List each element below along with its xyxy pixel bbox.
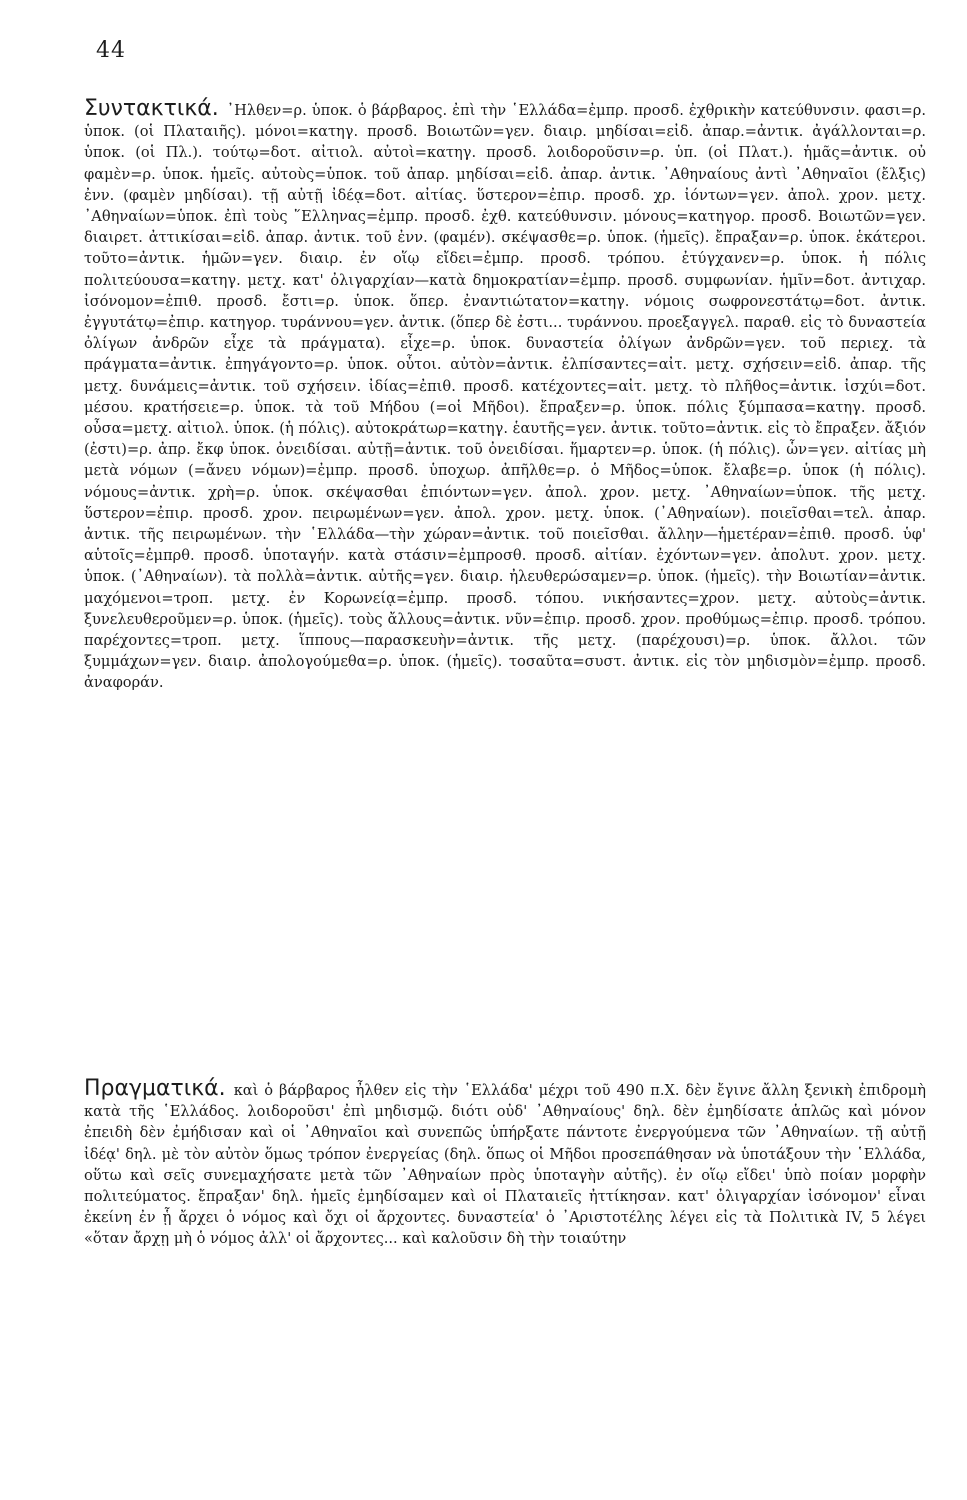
section-heading-pragmatika: Πραγματικά.	[84, 1076, 226, 1101]
section-pragmatika	[84, 1078, 926, 1250]
page-number: 44	[96, 38, 126, 63]
syntaktika-paragraph	[84, 98, 926, 694]
pragmatika-paragraph	[84, 1078, 926, 1250]
section-heading-syntaktika: Συντακτικά.	[84, 96, 219, 121]
section-syntaktika	[84, 98, 926, 694]
pragmatika-text: καὶ ὁ βάρβαρος ἦλθεν εἰς τὴν ῾Ελλάδα' μέχρι τοῦ 490 π.Χ. δὲν ἔγινε ἄλλη ξενικὴ ἐπιδρομὴ κατὰ τῆς ῾Ελλάδος. λοιδοροῦσι' ἐπὶ μηδισμῷ. διότι οὐδ' ᾿Αθηναίους' δηλ. δὲν ἐμηδίσατε ἁπλῶς καὶ μόνον ἐπειδὴ δὲν ἐμήδισαν καὶ οἱ ᾿Αθηναῖοι καὶ συνεπῶς ὑπήρξατε πάντοτε ἐνεργούμενα τῶν ᾿Αθηναίων. τῇ αὐτῇ ἰδέᾳ' δηλ. μὲ τὸν αὐτὸν ὅμως τρόπον ἐνεργείας (δηλ. ὅπως οἱ Μῆδοι προσεπάθησαν νὰ ὑποτάξουν τὴν ῾Ελλάδα, οὕτω καὶ σεῖς συνεμαχήσατε μετὰ τῶν ᾿Αθηναίων πρὸς ὑποταγὴν αὐτῆς). ἐν οἵῳ εἴδει' ὑπὸ ποίαν μορφὴν πολιτεύματος. ἔπραξαν' δηλ. ἡμεῖς ἐμηδίσαμεν καὶ οἱ Πλαταιεῖς ἠττίκησαν. κατ' ὀλιγαρχίαν ἰσόνομον' εἶναι ἐκείνη ἐν ᾗ ἄρχει ὁ νόμος καὶ ὄχι οἱ ἄρχοντες. δυναστεία' ὁ ᾿Αριστοτέλης λέγει εἰς τὰ Πολιτικὰ IV, 5 λέγει «ὅταν ἄρχῃ μὴ ὁ νόμος ἀλλ' οἱ ἄρχοντες... καὶ καλοῦσιν δὴ τὴν τοιαύτην	[84, 1082, 926, 1248]
syntaktika-text: ᾿Ηλθεν=ρ. ὑποκ. ὁ βάρβαρος. ἐπὶ τὴν ῾Ελλάδα=ἐμπρ. προσδ. ἐχθρικὴν κατεύθυνσιν. φασι=ρ. ὑποκ. (οἱ Πλαταιῆς). μόνοι=κατηγ. προσδ. Βοιωτῶν=γεν. διαιρ. μηδίσαι=εἰδ. ἀπαρ.=ἀντικ. ἀγάλλονται=ρ. ὑποκ. (οἱ Πλ.). τούτῳ=δοτ. αἰτιολ. αὐτοὶ=κατηγ. προσδ. λοιδοροῦσιν=ρ. ὑπ. (οἱ Πλατ.). ἡμᾶς=ἀντικ. οὐ φαμὲν=ρ. ὑποκ. ἡμεῖς. αὐτοὺς=ὑποκ. τοῦ ἀπαρ. μηδίσαι=εἰδ. ἀπαρ. ἀντικ. ᾿Αθηναίους ἀντὶ ᾿Αθηναῖοι (ἔλξις) ἐνν. (φαμὲν μηδίσαι). τῇ αὐτῇ ἰδέᾳ=δοτ. αἰτίας. ὕστερον=ἐπιρ. προσδ. χρ. ἰόντων=γεν. ἀπολ. χρον. μετχ. ᾿Αθηναίων=ὑποκ. ἐπὶ τοὺς ῞Ελληνας=ἐμπρ. προσδ. ἐχθ. κατεύθυνσιν. μόνους=κατηγορ. προσδ. Βοιωτῶν=γεν. διαιρετ. ἀττικίσαι=εἰδ. ἀπαρ. ἀντικ. τοῦ ἐνν. (φαμέν). σκέψασθε=ρ. ὑποκ. (ἡμεῖς). ἔπραξαν=ρ. ὑποκ. ἑκάτεροι. τοῦτο=ἀντικ. ἡμῶν=γεν. διαιρ. ἐν οἵῳ εἴδει=ἐμπρ. προσδ. τρόπου. ἐτύγχανεν=ρ. ὑποκ. ἡ πόλις πολιτεύουσα=κατηγ. μετχ. κατ' ὀλιγαρχίαν—κατὰ δημοκρατίαν=ἐμπρ. προσδ. συμφωνίαν. ἡμῖν=δοτ. ἀντιχαρ. ἰσόνομον=ἐπιθ. προσδ. ἔστι=ρ. ὑποκ. ὅπερ. ἐναντιώτατον=κατηγ. νόμοις σωφρονεστάτῳ=δοτ. ἀντικ. ἐγγυτάτῳ=ἐπιρ. κατηγορ. τυράννου=γεν. ἀντικ. (ὅπερ δὲ ἐστι... τυράννου. προεξαγγελ. παραθ. εἰς τὸ δυναστεία ὀλίγων ἀνδρῶν εἶχε τὰ πράγματα). εἶχε=ρ. ὑποκ. δυναστεία ὀλίγων ἀνδρῶν=γεν. τοῦ περιεχ. τὰ πράγματα=ἀντικ. ἐπηγάγοντο=ρ. ὑποκ. οὗτοι. αὐτὸν=ἀντικ. ἐλπίσαντες=αἰτ. μετχ. σχήσειν=εἰδ. ἀπαρ. τῆς μετχ. δυνάμεις=ἀντικ. τοῦ σχήσειν. ἰδίας=ἐπιθ. προσδ. κατέχοντες=αἰτ. μετχ. τὸ πλῆθος=ἀντικ. ἰσχύι=δοτ. μέσου. κρατήσειε=ρ. ὑποκ. τὰ τοῦ Μήδου (=οἱ Μῆδοι). ἔπραξεν=ρ. ὑποκ. πόλις ξύμπασα=κατηγ. προσδ. οὖσα=μετχ. αἰτιολ. ὑποκ. (ἡ πόλις). αὐτοκράτωρ=κατηγ. ἑαυτῆς=γεν. ἀντικ. τοῦτο=ἀντικ. εἰς τὸ ἔπραξεν. ἄξιόν (ἐστι)=ρ. ἀπρ. ἔκφ ὑποκ. ὀνειδίσαι. αὐτῇ=ἀντικ. τοῦ ὀνειδίσαι. ἥμαρτεν=ρ. ὑποκ. (ἡ πόλις). ὧν=γεν. αἰτίας μὴ μετὰ νόμων (=ἄνευ νόμων)=ἐμπρ. προσδ. ὑποχωρ. ἀπῆλθε=ρ. ὁ Μῆδος=ὑποκ. ἔλαβε=ρ. ὑποκ (ἡ πόλις). νόμους=ἀντικ. χρὴ=ρ. ὑποκ. σκέψασθαι ἐπιόντων=γεν. ἀπολ. χρον. μετχ. ᾿Αθηναίων=ὑποκ. τῆς μετχ. ὕστερον=ἐπιρ. προσδ. χρον. πειρωμένων=γεν. ἀπολ. χρον. μετχ. ὑποκ. (᾿Αθηναίων). ποιεῖσθαι=τελ. ἀπαρ. ἀντικ. τῆς πειρωμένων. τὴν ῾Ελλάδα—τὴν χώραν=ἀντικ. τοῦ ποιεῖσθαι. ἄλλην—ἡμετέραν=ἐπιθ. προσδ. ὑφ' αὑτοῖς=ἐμπρθ. προσδ. ὑποταγήν. κατὰ στάσιν=ἐμπροσθ. προσδ. αἰτίαν. ἐχόντων=γεν. ἀπολυτ. χρον. μετχ. ὑποκ. (᾿Αθηναίων). τὰ πολλὰ=ἀντικ. αὐτῆς=γεν. διαιρ. ἠλευθερώσαμεν=ρ. ὑποκ. (ἡμεῖς). τὴν Βοιωτίαν=ἀντικ. μαχόμενοι=τροπ. μετχ. ἐν Κορωνείᾳ=ἐμπρ. προσδ. τόπου. νικήσαντες=χρον. μετχ. αὐτοὺς=ἀντικ. ξυνελευθεροῦμεν=ρ. ὑποκ. (ἡμεῖς). τοὺς ἄλλους=ἀντικ. νῦν=ἐπιρ. προσδ. χρον. προθύμως=ἐπιρ. προσδ. τρόπου. παρέχοντες=τροπ. μετχ. ἵππους—παρασκευὴν=ἀντικ. τῆς μετχ. (παρέχουσι)=ρ. ὑποκ. ἄλλοι. τῶν ξυμμάχων=γεν. διαιρ. ἀπολογούμεθα=ρ. ὑποκ. (ἡμεῖς). τοσαῦτα=συστ. ἀντικ. εἰς τὸν μηδισμὸν=ἐμπρ. προσδ. ἀναφοράν.	[84, 102, 926, 692]
